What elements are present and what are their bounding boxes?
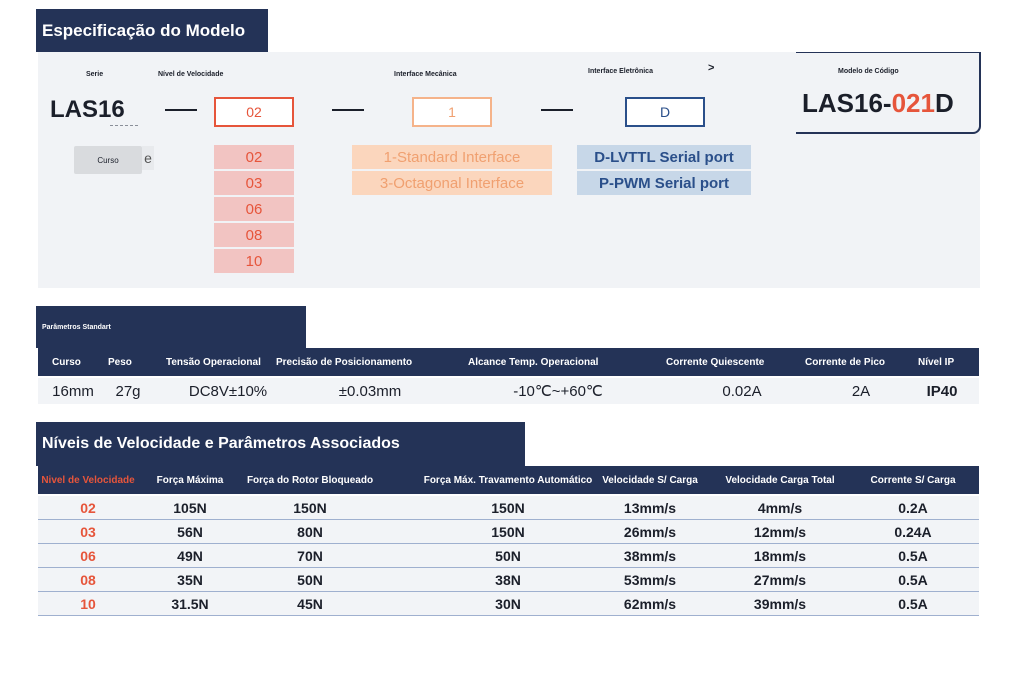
separator-dash-3 [541, 109, 573, 111]
speed-header-cell: Força do Rotor Bloqueado [246, 474, 374, 486]
speed-option[interactable]: 10 [214, 249, 294, 273]
table-cell: 39mm/s [753, 595, 807, 612]
table-cell: 10 [80, 595, 96, 612]
model-code [802, 88, 954, 119]
mech-code-box[interactable]: 1 [412, 97, 492, 127]
elec-code-box[interactable]: D [625, 97, 705, 127]
table-cell: 50N [495, 547, 521, 564]
mech-option[interactable]: 3-Octagonal Interface [352, 171, 552, 195]
table-cell: 0.5A [898, 571, 928, 588]
table-cell: 0.5A [898, 595, 928, 612]
speed-option[interactable]: 08 [214, 223, 294, 247]
speed-option[interactable]: 06 [214, 197, 294, 221]
table-row [38, 592, 979, 616]
table-cell: 13mm/s [623, 499, 677, 516]
standard-header-cell: Alcance Temp. Operacional [468, 356, 599, 368]
separator-dash-2 [332, 109, 364, 111]
table-cell: 38N [495, 571, 521, 588]
speed-header-cell: Corrente S/ Carga [870, 474, 956, 486]
standard-value-cell: DC8V±10% [188, 382, 268, 400]
standard-header-row [38, 348, 979, 376]
table-cell: 30N [495, 595, 521, 612]
mech-option[interactable]: 1-Standard Interface [352, 145, 552, 169]
speed-header-cell: Nivel de Velocidade [41, 474, 135, 486]
table-cell: 80N [297, 523, 323, 540]
standard-value-cell: ±0.03mm [338, 382, 402, 400]
table-cell: 0.5A [898, 547, 928, 564]
cursor-marker-icon: > [708, 62, 715, 74]
speed-header-cell: Velocidade Carga Total [725, 474, 835, 486]
model-code-suffix: D [934, 88, 954, 118]
table-row [38, 544, 979, 568]
standard-section-title: Parâmetros Standart [36, 306, 306, 348]
elec-interface-label: Interface Eletrônica [588, 68, 653, 75]
spec-section-title: Especificação do Modelo [36, 9, 268, 52]
standard-value-row [38, 378, 979, 404]
elec-option[interactable]: D-LVTTL Serial port [577, 145, 751, 169]
standard-header-cell: Precisão de Posicionamento [276, 356, 413, 368]
table-cell: 56N [177, 523, 203, 540]
table-row [38, 520, 979, 544]
model-code-highlight: 021 [891, 88, 935, 118]
model-code-prefix: LAS16- [802, 88, 892, 118]
table-cell: 62mm/s [623, 595, 677, 612]
table-cell: 0.24A [894, 523, 932, 540]
table-cell: 150N [491, 523, 525, 540]
standard-header-cell: Curso [52, 356, 81, 368]
standard-value-cell: 2A [851, 382, 871, 400]
table-cell: 70N [297, 547, 323, 564]
table-cell: 45N [297, 595, 323, 612]
mech-interface-label: Interface Mecânica [394, 71, 457, 78]
table-cell: 35N [177, 571, 203, 588]
table-cell: 0.2A [898, 499, 928, 516]
speed-section-title: Níveis de Velocidade e Parâmetros Associados [36, 422, 525, 466]
standard-value-cell: -10℃~+60℃ [513, 383, 603, 400]
serie-code: LAS16 [50, 96, 125, 123]
standard-header-cell: Corrente de Pico [805, 356, 886, 368]
table-cell: 08 [80, 571, 96, 588]
serie-underline [110, 125, 138, 126]
speed-option[interactable]: 03 [214, 171, 294, 195]
standard-value-cell: 0.02A [722, 382, 762, 400]
table-cell: 150N [491, 499, 525, 516]
table-cell: 105N [173, 499, 207, 516]
table-cell: 38mm/s [623, 547, 677, 564]
standard-header-cell: Tensão Operacional [166, 356, 261, 368]
speed-header-cell: Força Máx. Travamento Automático [423, 474, 593, 486]
elec-option[interactable]: P-PWM Serial port [577, 171, 751, 195]
table-cell: 31.5N [171, 595, 209, 612]
table-cell: 06 [80, 547, 96, 564]
table-cell: 50N [297, 571, 323, 588]
table-cell: 150N [293, 499, 327, 516]
table-cell: 02 [80, 499, 96, 516]
table-cell: 18mm/s [753, 547, 807, 564]
standard-header-cell: Peso [108, 356, 132, 368]
standard-value-cell: 27g [115, 382, 141, 400]
table-cell: 26mm/s [623, 523, 677, 540]
speed-header-cell: Velocidade S/ Carga [602, 474, 698, 486]
table-cell: 53mm/s [623, 571, 677, 588]
separator-dash-1 [165, 109, 197, 111]
standard-value-cell: 16mm [52, 382, 94, 400]
table-cell: 4mm/s [757, 499, 803, 516]
table-cell: 49N [177, 547, 203, 564]
standard-header-cell: Corrente Quiescente [666, 356, 765, 368]
stroke-suffix: e [142, 146, 154, 170]
table-row [38, 496, 979, 520]
speed-option[interactable]: 02 [214, 145, 294, 169]
speed-level-label: Nível de Velocidade [158, 71, 224, 78]
stroke-button[interactable]: Curso [74, 146, 142, 174]
standard-header-cell: Nível IP [918, 356, 955, 368]
table-cell: 27mm/s [753, 571, 807, 588]
table-cell: 03 [80, 523, 96, 540]
table-row [38, 568, 979, 592]
speed-header-cell: Força Máxima [156, 474, 224, 486]
standard-value-cell: IP40 [926, 382, 958, 400]
table-cell: 12mm/s [753, 523, 807, 540]
speed-header-row [38, 466, 979, 494]
serie-label: Serie [86, 71, 104, 78]
model-code-label: Modelo de Código [838, 68, 899, 75]
speed-code-box[interactable]: 02 [214, 97, 294, 127]
